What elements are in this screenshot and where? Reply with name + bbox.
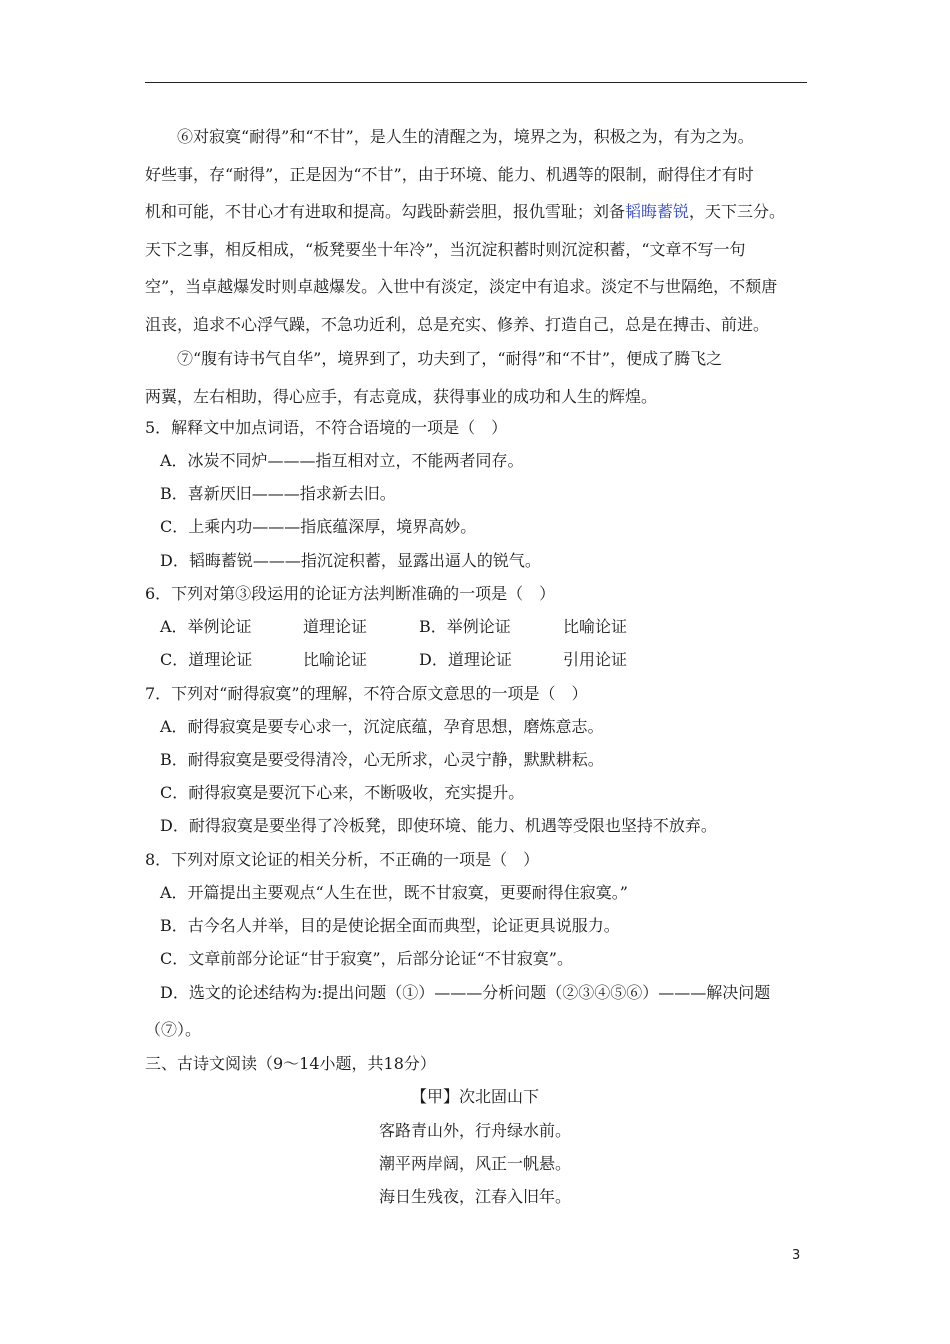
page-number: 3: [792, 1248, 801, 1263]
question-7-stem: 7．下列对“耐得寂寞”的理解，不符合原文意思的一项是（ ）: [145, 684, 588, 703]
question-6-option-b: B．举例论证: [419, 617, 511, 636]
poem-line: 海日生残夜，江春入旧年。: [378, 1187, 571, 1206]
passage-paragraph-7: [145, 340, 811, 415]
header-rule: [145, 82, 807, 83]
question-5-stem: 5．解释文中加点词语，不符合语境的一项是（ ）: [145, 418, 508, 437]
poem-line: 潮平两岸阔，风正一帆悬。: [378, 1154, 571, 1173]
passage-line: 两翼，左右相助，得心应手，有志竟成，获得事业的成功和人生的辉煌。: [145, 386, 658, 406]
passage-text: ，天下三分。: [689, 202, 786, 221]
poem-line: 客路青山外，行舟绿水前。: [378, 1121, 571, 1140]
passage-line: ⑦“腹有诗书气自华”，境界到了，功夫到了，“耐得”和“不甘”，便成了腾飞之: [177, 349, 723, 368]
passage-line: [145, 193, 811, 231]
question-5-option-d: D．韬晦蓄锐———指沉淀积蓄，显露出逼人的锐气。: [160, 551, 541, 570]
question-8-option-b: B．古今名人并举，目的是使论据全面而典型，论证更具说服力。: [160, 916, 620, 935]
passage-line: 空”，当卓越爆发时则卓越爆发。入世中有淡定，淡定中有追求。淡定不与世隔绝，不颓唐: [145, 277, 778, 296]
question-7-option-a: A．耐得寂寞是要专心求一，沉淀底蕴，孕育思想，磨炼意志。: [160, 717, 604, 736]
question-5-option-a: A．冰炭不同炉———指互相对立，不能两者同存。: [160, 451, 524, 470]
passage-text: 机和可能，不甘心才有进取和提高。勾践卧薪尝胆，报仇雪耻；刘备: [145, 202, 626, 221]
question-5-option-c: C．上乘内功———指底蕴深厚，境界高妙。: [160, 517, 477, 536]
question-6-option-b-second: 比喻论证: [563, 617, 628, 636]
question-7-option-d: D．耐得寂寞是要坐得了冷板凳，即使环境、能力、机遇等受限也坚持不放弃。: [160, 816, 717, 835]
poem-title: 【甲】次北固山下: [410, 1087, 539, 1106]
question-8-option-d-continued: （⑦）。: [145, 1020, 202, 1039]
passage-line: 天下之事，相反相成，“板凳要坐十年冷”，当沉淀积蓄时则沉淀积蓄，“文章不写一句: [145, 239, 746, 259]
question-8-option-d: D．选文的论述结构为:提出问题（①）———分析问题（②③④⑤⑥）———解决问题: [160, 983, 771, 1002]
question-8-stem: 8．下列对原文论证的相关分析，不正确的一项是（ ）: [145, 850, 540, 869]
question-6-option-c: C．道理论证: [160, 650, 253, 669]
question-7-option-b: B．耐得寂寞是要受得清冷，心无所求，心灵宁静，默默耕耘。: [160, 750, 604, 769]
passage-line: 沮丧，追求不心浮气躁，不急功近利，总是充实、修养、打造自己，总是在搏击、前进。: [145, 314, 770, 334]
question-6-option-a: A．举例论证: [160, 617, 252, 636]
passage-line: 好些事，存“耐得”，正是因为“不甘”，由于环境、能力、机遇等的限制，耐得住才有时: [145, 164, 754, 184]
question-5-option-b: B．喜新厌旧———指求新去旧。: [160, 484, 396, 503]
question-8-option-c: C．文章前部分论证“甘于寂寞”，后部分论证“不甘寂寞”。: [160, 949, 573, 968]
passage-paragraph-6: [145, 118, 811, 343]
passage-line: ⑥对寂寞“耐得”和“不甘”，是人生的清醒之为，境界之为，积极之为，有为之为。: [177, 127, 754, 146]
question-6-option-d-second: 引用论证: [563, 650, 628, 669]
section-heading: 三、古诗文阅读（9～14小题，共18分）: [145, 1054, 436, 1073]
question-8-option-a: A．开篇提出主要观点“人生在世，既不甘寂寞，更要耐得住寂寞。”: [160, 883, 628, 902]
question-6-option-c-second: 比喻论证: [303, 650, 368, 669]
question-6-option-a-second: 道理论证: [303, 617, 368, 636]
highlighted-term-link[interactable]: 韬晦蓄锐: [625, 202, 690, 221]
question-6-stem: 6．下列对第③段运用的论证方法判断准确的一项是（ ）: [145, 584, 556, 603]
question-7-option-c: C．耐得寂寞是要沉下心来，不断吸收，充实提升。: [160, 783, 525, 802]
question-6-option-d: D．道理论证: [419, 650, 512, 669]
